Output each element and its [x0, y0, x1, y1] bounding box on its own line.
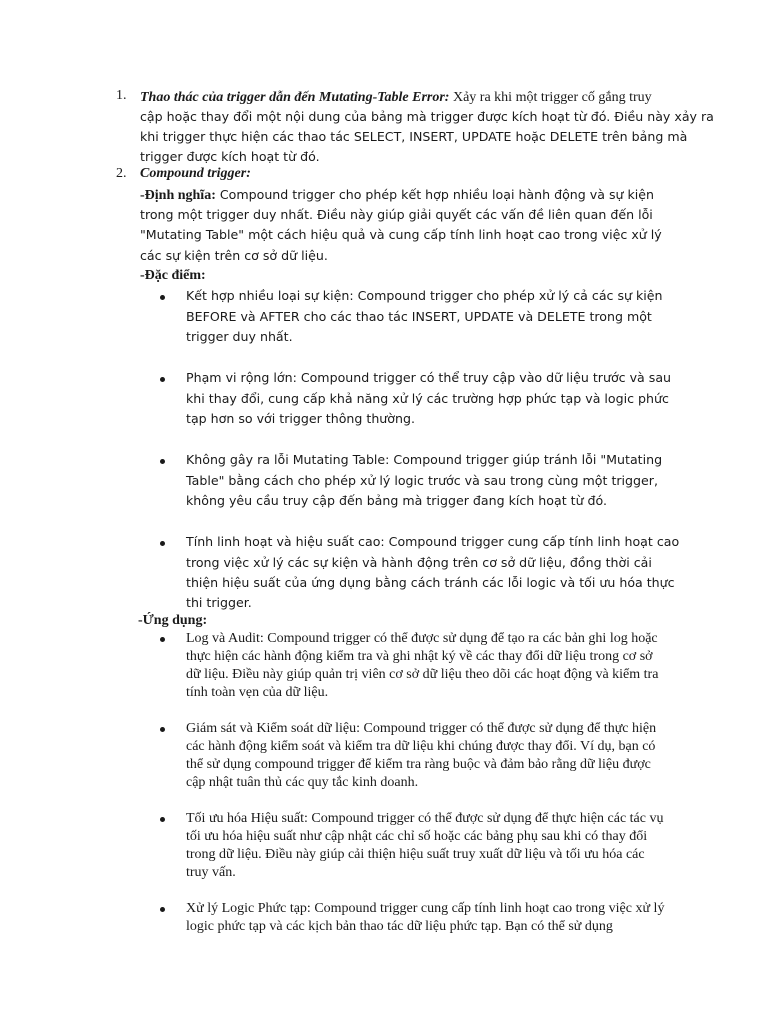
item1-line2: cập hoặc thay đổi một nội dung của bảng mà trigger được kích hoạt từ đó. Điều này xảy ra [140, 109, 714, 124]
bullet-icon [160, 295, 165, 300]
feature-1-line-1: Kết hợp nhiều loại sự kiện: Compound trigger cho phép xử lý cả các sự kiện [186, 288, 663, 303]
definition-line3: "Mutating Table" một cách hiệu quả và cung cấp tính linh hoạt cao trong việc xử lý [140, 227, 662, 242]
item2-title: Compound trigger: [140, 166, 251, 181]
application-3-line-2: tối ưu hóa hiệu suất như cập nhật các chỉ số hoặc các bảng phụ sau khi có thay đổi [186, 829, 648, 844]
bullet-icon [160, 907, 165, 912]
application-3-line-1: Tối ưu hóa Hiệu suất: Compound trigger có thể được sử dụng để thực hiện các tác vụ [186, 811, 664, 826]
application-1-line-4: tính toàn vẹn của dữ liệu. [186, 685, 329, 700]
definition-line2: trong một trigger duy nhất. Điều này giúp giải quyết các vấn đề liên quan đến lỗi [140, 207, 653, 222]
application-1-line-3: dữ liệu. Điều này giúp quản trị viên cơ sở dữ liệu theo dõi các hoạt động và kiểm tra [186, 667, 659, 682]
application-1-line-1: Log và Audit: Compound trigger có thể được sử dụng để tạo ra các bản ghi log hoặc [186, 631, 658, 646]
application-3-line-3: trong dữ liệu. Điều này giúp cải thiện hiệu suất truy xuất dữ liệu và tối ưu hóa các [186, 847, 645, 862]
item1-title: Thao thác của trigger dẫn đến Mutating-Table Error: [140, 90, 450, 105]
item1-line3: khi trigger thực hiện các thao tác SELECT, INSERT, UPDATE hoặc DELETE trên bảng mà [140, 129, 688, 144]
feature-4-line-2: trong việc xử lý các sự kiện và hành động trên cơ sở dữ liệu, đồng thời cải [186, 555, 652, 570]
list-number-2: 2. [116, 166, 127, 181]
definition-line1 [140, 186, 654, 204]
feature-2-line-3: tạp hơn so với trigger thông thường. [186, 411, 415, 426]
application-4-line-2: logic phức tạp và các kịch bản thao tác dữ liệu phức tạp. Bạn có thể sử dụng [186, 919, 613, 934]
application-1-line-2: thực hiện các hành động kiểm tra và ghi nhật ký về các thay đổi dữ liệu trong cơ sở [186, 649, 653, 664]
definition-text-1: Compound trigger cho phép kết hợp nhiều loại hành động và sự kiện [215, 187, 655, 202]
applications-label: -Ứng dụng: [138, 613, 208, 628]
bullet-icon [160, 637, 165, 642]
application-2-line-2: các hành động kiểm soát và kiểm tra dữ liệu khi chúng được thay đổi. Ví dụ, bạn có [186, 739, 656, 754]
application-3-line-4: truy vấn. [186, 865, 236, 880]
item1-first-line [140, 88, 652, 106]
item1-line4: trigger được kích hoạt từ đó. [140, 149, 320, 164]
application-4-line-1: Xử lý Logic Phức tạp: Compound trigger cung cấp tính linh hoạt cao trong việc xử lý [186, 901, 665, 916]
item1-line1-rest: Xảy ra khi một trigger cố gắng truy [449, 90, 652, 105]
feature-1-line-2: BEFORE và AFTER cho các thao tác INSERT, UPDATE và DELETE trong một [186, 309, 652, 324]
features-label: -Đặc điểm: [140, 268, 206, 283]
feature-2-line-2: khi thay đổi, cung cấp khả năng xử lý các trường hợp phức tạp và logic phức [186, 391, 669, 406]
feature-3-line-2: Table" bằng cách cho phép xử lý logic trước và sau trong cùng một trigger, [186, 473, 658, 488]
feature-4-line-1: Tính linh hoạt và hiệu suất cao: Compound trigger cung cấp tính linh hoạt cao [186, 534, 680, 549]
application-2-line-4: cập nhật tuân thủ các quy tắc kinh doanh. [186, 775, 419, 790]
bullet-icon [160, 377, 165, 382]
feature-3-line-1: Không gây ra lỗi Mutating Table: Compound trigger giúp tránh lỗi "Mutating [186, 452, 663, 467]
feature-4-line-4: thi trigger. [186, 595, 252, 610]
definition-label: -Định nghĩa: [140, 188, 216, 203]
application-2-line-1: Giám sát và Kiểm soát dữ liệu: Compound trigger có thể được sử dụng để thực hiện [186, 721, 657, 736]
definition-line4: các sự kiện trên cơ sở dữ liệu. [140, 248, 328, 263]
bullet-icon [160, 541, 165, 546]
bullet-icon [160, 459, 165, 464]
application-2-line-3: thể sử dụng compound trigger để kiểm tra ràng buộc và đảm bảo rằng dữ liệu được [186, 757, 651, 772]
feature-2-line-1: Phạm vi rộng lớn: Compound trigger có thể truy cập vào dữ liệu trước và sau [186, 370, 672, 385]
list-number-1: 1. [116, 88, 127, 103]
bullet-icon [160, 727, 165, 732]
feature-1-line-3: trigger duy nhất. [186, 329, 293, 344]
feature-4-line-3: thiện hiệu suất của ứng dụng bằng cách tránh các lỗi logic và tối ưu hóa thực [186, 575, 675, 590]
feature-3-line-3: không yêu cầu truy cập đến bảng mà trigger đang kích hoạt từ đó. [186, 493, 608, 508]
bullet-icon [160, 817, 165, 822]
